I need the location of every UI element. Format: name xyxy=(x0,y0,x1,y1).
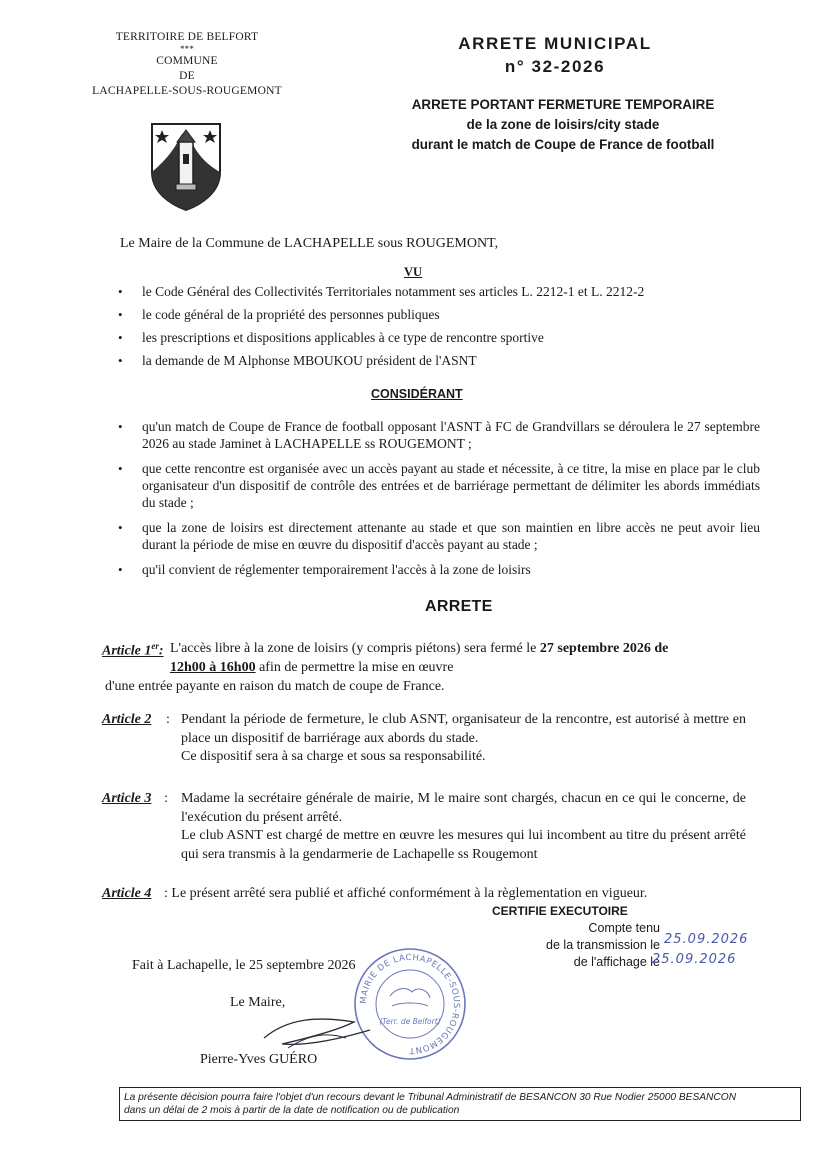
issuer-block xyxy=(92,30,282,99)
list-item: • que cette rencontre est organisée avec un accès payant au stade et nécessite, à ce titre, la mise en place par le club organisateur d'un dispositif de contrôle des entrées et de barriérage permettant de délimiter les abords immédiats du stade ; xyxy=(118,460,760,511)
decree-title-block xyxy=(420,32,690,78)
list-item: • qu'il convient de réglementer temporairement l'accès à la zone de loisirs xyxy=(118,561,760,578)
decree-title: ARRETE MUNICIPAL xyxy=(458,34,652,53)
article-2-text: Pendant la période de fermeture, le club ASNT, organisateur de la rencontre, est autorisé à mettre en place un dispositif de barriérage aux abords du stade. Ce dispositif sera à sa charge et sous sa responsabilité. xyxy=(181,712,746,764)
article-3-colon: : xyxy=(164,791,168,806)
article-3-label: Article 3 xyxy=(102,791,152,806)
affichage-date: 25.09.2026 xyxy=(652,952,737,967)
certification-title: CERTIFIE EXECUTOIRE xyxy=(492,904,628,918)
list-item: • le code général de la propriété des personnes publiques xyxy=(118,306,768,323)
article-4-label: Article 4 xyxy=(102,886,152,901)
mayor-intro: Le Maire de la Commune de LACHAPELLE sous ROUGEMONT, xyxy=(120,236,499,251)
list-item: • la demande de M Alphonse MBOUKOU président de l'ASNT xyxy=(118,352,768,369)
certification-lines: Compte tenu de la transmission le de l'affichage le xyxy=(546,921,660,969)
article-1-continuation: d'une entrée payante en raison du match de coupe de France. xyxy=(105,679,445,694)
list-item: • que la zone de loisirs est directement attenante au stade et que son maintien en libre accès ne peut avoir lieu durant la période de mise en œuvre du dispositif d'accès payant au stade ; xyxy=(118,519,760,553)
decree-subject xyxy=(378,95,748,155)
stamp-center-text: (Terr. de Belfort) xyxy=(379,1017,441,1026)
article-1-date: 27 septembre 2026 de xyxy=(539,641,669,656)
commune-de: DE xyxy=(179,70,195,82)
article-2-colon: : xyxy=(166,712,170,727)
transmission-date: 25.09.2026 xyxy=(664,932,749,947)
article-1-hours: 12h00 à 16h00 xyxy=(170,659,256,675)
signature-icon xyxy=(258,1008,378,1056)
vu-list xyxy=(118,283,768,375)
coat-of-arms-icon xyxy=(148,120,224,212)
article-1-colon: : xyxy=(158,643,164,659)
list-item: • les prescriptions et dispositions applicables à ce type de rencontre sportive xyxy=(118,329,768,346)
article-1-text: L'accès libre à la zone de loisirs (y compris piétons) sera fermé le 27 septembre 2026 de 12h00 à 16h00 afin de permettre la mise en œuvre xyxy=(170,641,669,675)
appeal-notice: La présente décision pourra faire l'objet d'un recours devant le Tribunal Administratif de BESANCON 30 Rue Nodier 25000 BESANCON dans un délai de 2 mois à partir de la date de notification ou de publication xyxy=(119,1087,801,1121)
subject-line: durant le match de Coupe de France de football xyxy=(411,137,715,152)
territory-name: TERRITOIRE DE BELFORT xyxy=(115,31,259,43)
article-4-text: : Le présent arrêté sera publié et affiché conformément à la règlementation en vigueur. xyxy=(164,886,648,901)
article-1-label: Article 1er: xyxy=(102,641,164,659)
considerant-list xyxy=(118,418,760,586)
vu-heading: VU xyxy=(404,265,423,279)
arrete-heading: ARRETE xyxy=(425,598,493,615)
decree-number: n° 32-2026 xyxy=(504,57,606,76)
subject-line: de la zone de loisirs/city stade xyxy=(466,117,660,132)
article-3-text: Madame la secrétaire générale de mairie, M le maire sont chargés, chacun en ce qui le concerne, de l'exécution du présent arrêté. Le club ASNT est chargé de mettre en œuvre les mesures qui lui incombent au titre du présent arrêté qui sera transmis à la gendarmerie de Lachapelle ss Rougemont xyxy=(181,791,746,862)
article-2-label: Article 2 xyxy=(102,712,152,727)
mayor-name: Pierre-Yves GUÉRO xyxy=(200,1052,318,1067)
commune-label: COMMUNE xyxy=(156,55,218,67)
place-date: Fait à Lachapelle, le 25 septembre 2026 xyxy=(132,958,356,973)
list-item: • le Code Général des Collectivités Territoriales notamment ses articles L. 2212-1 et L. 2212-2 xyxy=(118,283,768,300)
list-item: • qu'un match de Coupe de France de football opposant l'ASNT à FC de Grandvillars se déroulera le 27 septembre 2026 au stade Jaminet à LACHAPELLE ss ROUGEMONT ; xyxy=(118,418,760,452)
mayor-role: Le Maire, xyxy=(230,995,286,1010)
stamp-ring-text: MAIRIE DE LACHAPELLE-SOUS-ROUGEMONT xyxy=(358,952,462,1056)
considerant-heading: CONSIDÉRANT xyxy=(371,387,463,401)
subject-line: ARRETE PORTANT FERMETURE TEMPORAIRE xyxy=(411,97,715,112)
commune-name: LACHAPELLE-SOUS-ROUGEMONT xyxy=(92,85,282,97)
separator-stars: *** xyxy=(179,44,195,54)
article-1-sup: er xyxy=(151,641,159,651)
